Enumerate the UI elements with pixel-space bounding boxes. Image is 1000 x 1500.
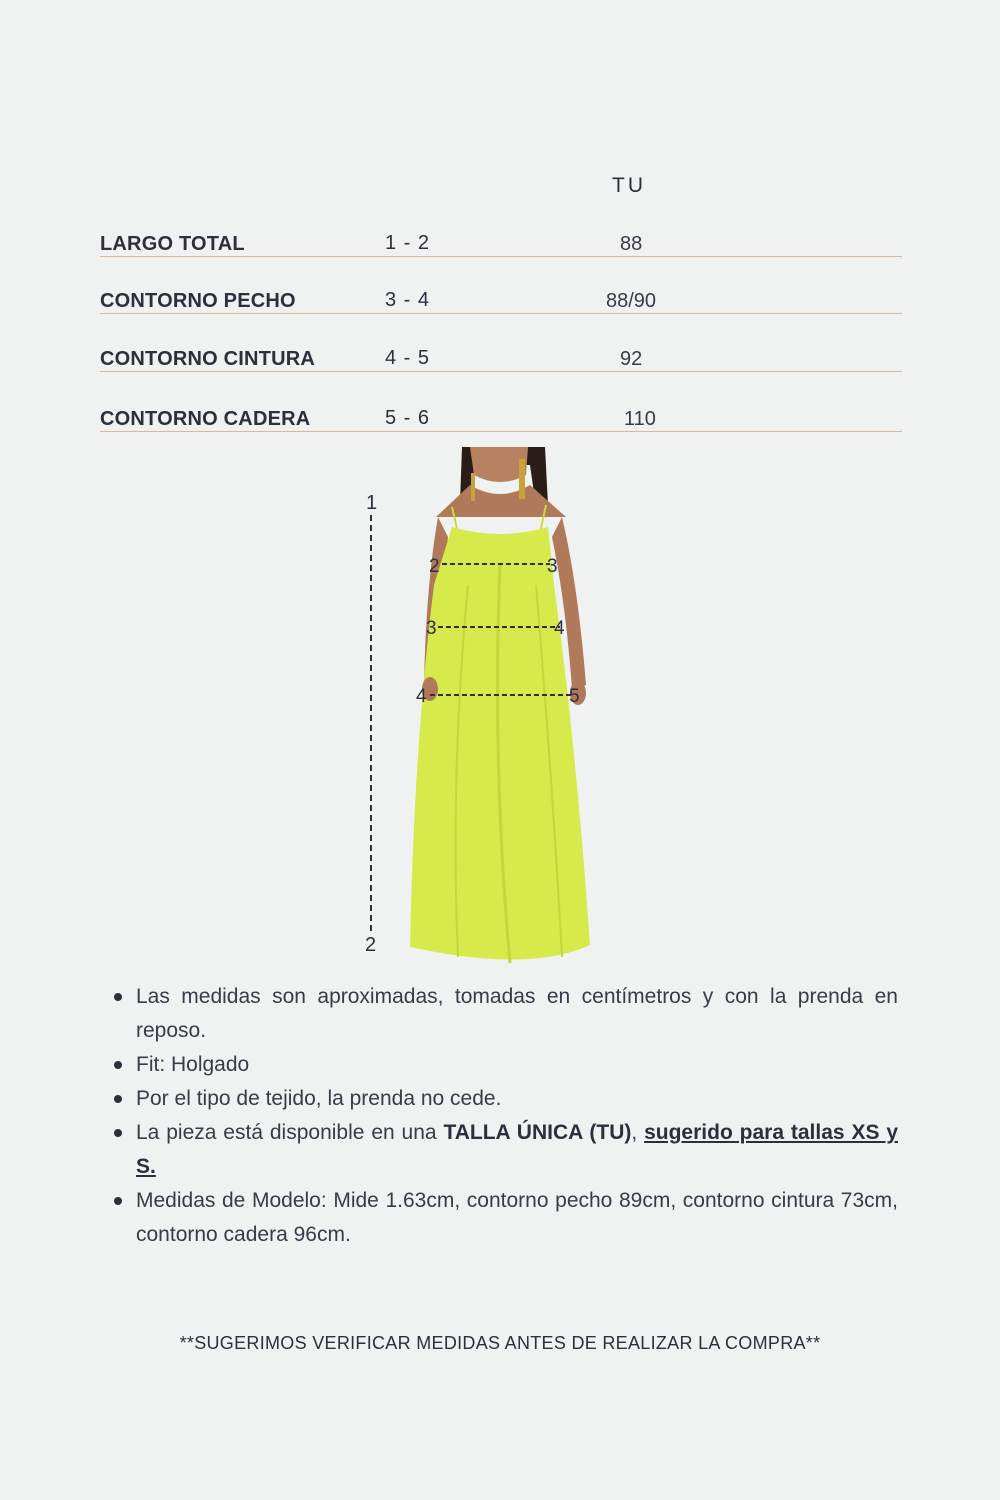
bullet-icon <box>114 1197 122 1205</box>
table-row <box>100 331 902 372</box>
row-value: 88/90 <box>606 290 657 312</box>
row-points: 4 - 5 <box>385 347 431 369</box>
list-item <box>108 1082 898 1116</box>
note-text: Las medidas son aproximadas, tomadas en centímetros y con la prenda en reposo. <box>136 985 898 1042</box>
note-text: Medidas de Modelo: Mide 1.63cm, contorno pecho 89cm, contorno cintura 73cm, contorno cadera 96cm. <box>136 1189 898 1246</box>
note-separator: , <box>631 1121 645 1144</box>
size-header: TU <box>612 174 646 197</box>
earring-left <box>471 473 475 501</box>
table-row <box>100 273 902 314</box>
list-item <box>108 980 898 1048</box>
row-points: 1 - 2 <box>385 232 431 254</box>
dress-illustration <box>340 445 640 970</box>
bullet-icon <box>114 1061 122 1069</box>
chest-marker-right: 3 <box>547 556 558 577</box>
note-text: La pieza está disponible en una <box>136 1121 444 1144</box>
row-label: CONTORNO PECHO <box>100 290 296 312</box>
size-highlight: TALLA ÚNICA (TU) <box>443 1121 632 1144</box>
row-value: 110 <box>624 408 656 430</box>
notes-list <box>108 980 898 1252</box>
table-row <box>100 216 902 257</box>
row-value: 88 <box>620 233 643 255</box>
bullet-icon <box>114 1129 122 1137</box>
hip-marker-right: 5 <box>569 686 580 707</box>
list-item <box>108 1048 898 1082</box>
table-row <box>100 391 902 432</box>
row-label: LARGO TOTAL <box>100 233 245 255</box>
length-marker-top: 1 <box>366 492 378 514</box>
row-value: 92 <box>620 348 643 370</box>
model-measurement-figure <box>340 445 640 970</box>
bullet-icon <box>114 993 122 1001</box>
waist-marker-left: 3 <box>426 618 437 639</box>
bullet-icon <box>114 1095 122 1103</box>
note-text: Fit: Holgado <box>136 1053 250 1076</box>
hip-marker-left: 4 <box>416 686 427 707</box>
note-text: Por el tipo de tejido, la prenda no cede. <box>136 1087 502 1110</box>
row-points: 5 - 6 <box>385 407 431 429</box>
row-label: CONTORNO CINTURA <box>100 348 316 370</box>
chest-marker-left: 2 <box>429 556 440 577</box>
footer-warning: **SUGERIMOS VERIFICAR MEDIDAS ANTES DE REALIZAR LA COMPRA** <box>179 1333 821 1353</box>
row-points: 3 - 4 <box>385 289 431 311</box>
size-suggestion: sugerido para tallas XS y S. <box>136 1121 899 1178</box>
earring-right <box>519 459 525 499</box>
row-label: CONTORNO CADERA <box>100 408 311 430</box>
waist-marker-right: 4 <box>554 618 565 639</box>
list-item <box>108 1184 898 1252</box>
list-item <box>108 1116 898 1184</box>
length-marker-bottom: 2 <box>365 934 377 956</box>
